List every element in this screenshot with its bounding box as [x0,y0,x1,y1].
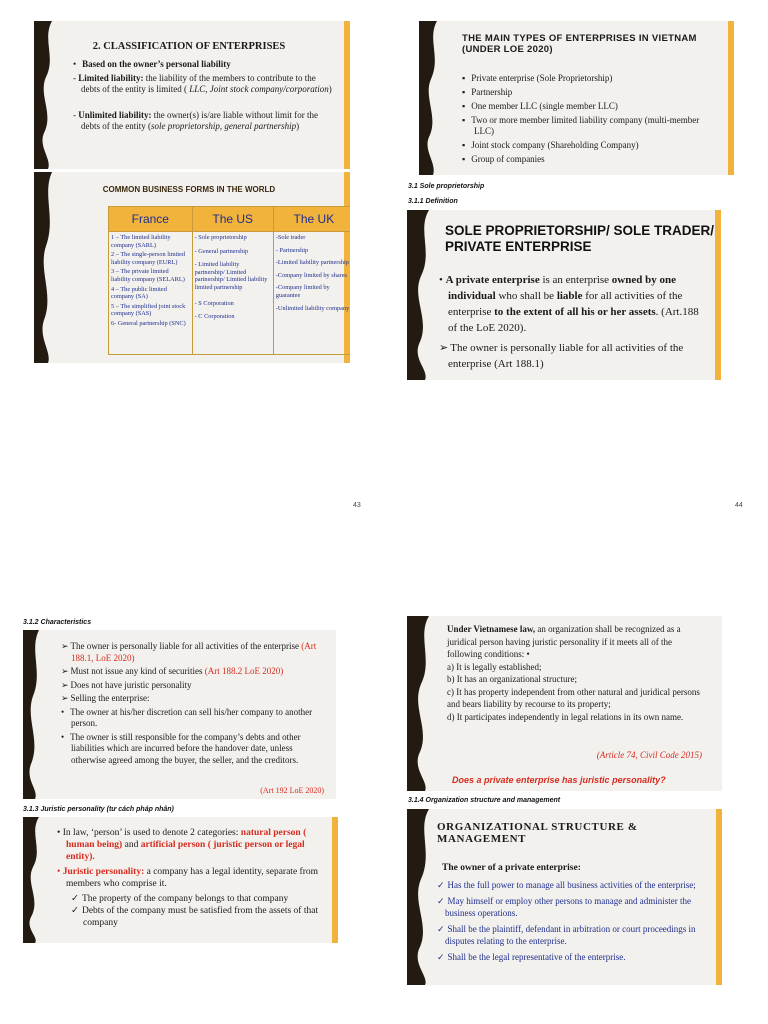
list-item: • The owner is still responsible for the company’s debts and other liabilities which are incurred before the handover date, unless otherwise agreed among the buyer, the seller, and the creditors. [47,732,329,767]
slide-wave-decoration [407,616,433,791]
business-forms-table [108,206,350,355]
slide-title: ORGANIZATIONAL STRUCTURE & MANAGEMENT [437,821,638,845]
accent-bar [715,210,721,380]
list-item: ➢ Must not issue any kind of securities (Art 188.2 LoE 2020) [47,666,329,678]
list-item: ▪ Two or more member limited liability company (multi-member LLC) [462,115,712,137]
slide-wave-decoration [23,630,45,799]
list-item: • The owner at his/her discretion can sell his/her company to another person. [47,707,329,730]
accent-bar [332,817,338,943]
slide-characteristics [23,630,336,799]
definition-text: • A private enterprise is an enterprise owned by one individual who shall be liable for all activities of the enterprise to the extent of all his or her assets. (Art.188 of the LoE 2020). ➢ The owner is personally liable for all activities of the enterprise (Art 188.1) [439,272,709,372]
uk-forms-cell: -Sole trader - Partnership -Limited liability partnership -Company limited by shares -Company limited by guarantee -Unlimited liability company [273,232,350,355]
accent-bar [728,21,734,175]
juristic-personality-text: • In law, ‘person’ is used to denote 2 categories: natural person ( human being) and artificial person ( juristic person or legal entity). • Juristic personality: a company has a legal identity, separate from members who comprise it. ✓ The property of the company belongs to that company ✓ Debts of the company must be satisfied from the assets of that company [57,827,325,929]
list-item: ▪ Joint stock company (Shareholding Company) [462,140,712,151]
column-header: France [109,207,193,232]
list-item: ✓ The property of the company belongs to that company [57,893,325,905]
page-number: 43 [353,502,361,509]
list-item: ▪ Private enterprise (Sole Proprietorship) [462,73,712,84]
section-label: 3.1 Sole proprietorship [408,183,485,190]
characteristics-list [47,641,329,766]
limited-liability-item: - Limited liability: the liability of the members to contribute to the debts of the entity is limited ( LLC, Joint stock company/corporation) [73,72,332,94]
owner-powers-list [437,879,719,963]
slide-business-forms-world [34,172,350,363]
accent-bar [344,21,350,169]
slide-classification [34,21,350,169]
list-item: d) It participates independently in legal relations in its own name. [447,711,684,722]
slide-main-types-vietnam [419,21,734,175]
list-item: ✓ Has the full power to manage all business activities of the enterprise; [437,879,719,892]
list-item: ▪ One member LLC (single member LLC) [462,101,712,112]
slide-wave-decoration [407,809,433,985]
liability-basis: • Based on the owner’s personal liability [73,59,335,71]
unlimited-liability-item: - Unlimited liability: the owner(s) is/are liable without limit for the debts of the entity (sole proprietorship, general partnership) [73,109,318,131]
slide-wave-decoration [419,21,441,175]
slide-title: SOLE PROPRIETORSHIP/ SOLE TRADER/ PRIVATE ENTERPRISE [445,223,715,254]
slide-wave-decoration [34,172,56,363]
question-text: Does a private enterprise has juristic personality? [452,775,666,785]
slide-juristic-personality [23,817,338,943]
page-number: 44 [735,502,743,509]
column-header: The UK [273,207,350,232]
list-item: ➢ Does not have juristic personality [47,680,329,692]
list-item: ▪ Group of companies [462,154,712,165]
slide-juridical-person-conditions [407,616,722,791]
us-forms-cell: - Sole proprietorship - General partnership - Limited liability partnership/ Limited partnership/ Limited liability limited partnership - S Corporation - C Corporation [192,232,273,355]
list-item: ✓ Debts of the company must be satisfied from the assets of that company [57,905,325,929]
list-item: b) It has an organizational structure; [447,674,578,684]
list-item: ▪ Partnership [462,87,712,98]
enterprise-types-list [462,73,712,165]
list-item: c) It has property independent from other natural and juridical persons and bears liability by recourse to its property; [447,686,700,709]
slide-sole-proprietorship-definition [407,210,721,380]
article-reference: (Article 74, Civil Code 2015) [596,750,702,760]
slide-organizational-structure [407,809,722,985]
slide-title: THE MAIN TYPES OF ENTERPRISES IN VIETNAM (UNDER LOE 2020) [462,33,697,55]
list-item: ✓ May himself or employ other persons to manage and administer the business operations. [437,895,719,920]
slide-title: 2. CLASSIFICATION OF ENTERPRISES [92,41,286,52]
france-forms-cell: 1 – The limited liability company (SARL) 2 – The single-person limited liability company (EURL) 3 – The private limited liability company (SELARL) 4 – The public limited company (SA) 5 – The simplified joint stock company (SAS) 6- General partnership (SNC) [109,232,193,355]
list-item: ✓ Shall be the plaintiff, defendant in arbitration or court proceedings in disputes relating to the enterprise. [437,923,719,948]
article-reference: (Art 192 LoE 2020) [260,786,324,795]
slide-title: COMMON BUSINESS FORMS IN THE WORLD [102,185,276,194]
list-item: ✓ Shall be the legal representative of the enterprise. [437,951,719,964]
column-header: The US [192,207,273,232]
list-item: a) It is legally established; [447,661,542,672]
conditions-text: Under Vietnamese law, an organization shall be recognized as a juridical person having juristic personality if it meets all of the following conditions: • a) It is legally established; b) It has an organizational structure; c) It has property independent from other natural and juridical persons and bears liability by recourse to its property; d) It participates independently in legal relations in its own name. [447,623,709,723]
list-item: ➢ The owner is personally liable for all activities of the enterprise (Art 188.1, LoE 2020) [47,641,329,664]
slide-wave-decoration [407,210,433,380]
slide-wave-decoration [23,817,45,943]
section-label: 3.1.3 Juristic personality (tư cách pháp nhân) [23,806,174,813]
section-label: 3.1.4 Organization structure and management [408,797,561,804]
section-label: 3.1.1 Definition [408,198,458,205]
section-label: 3.1.2 Characteristics [23,619,92,626]
list-item: ➢ Selling the enterprise: [47,693,329,705]
owner-subtitle: The owner of a private enterprise: [442,863,581,873]
